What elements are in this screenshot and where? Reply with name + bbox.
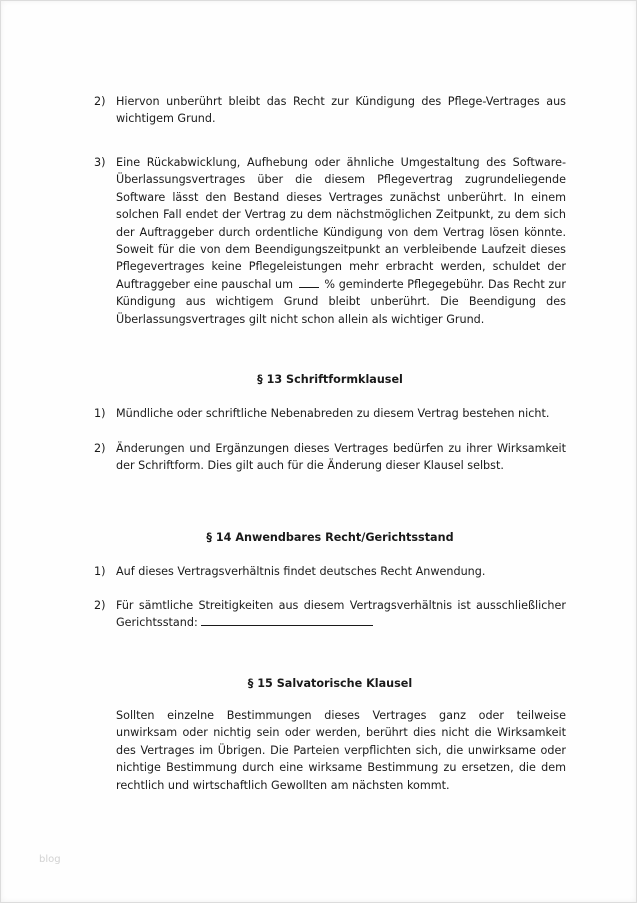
list-item [94, 154, 566, 328]
section-15-paragraph: Sollten einzelne Bestimmungen dieses Vertrages ganz oder teilweise unwirksam oder nichtig sein oder werden, berührt dies nicht die Wirksamkeit des Vertrages im Übrigen. Die Parteien verpflichten sich, die unwirksame oder nichtige Bestimmung durch eine wirksame Bestimmung zu ersetzen, die dem rechtlich und wirtschaftlich Gewollten am nächsten kommt. [116, 709, 566, 792]
list-item [94, 563, 566, 580]
section-heading-13: § 13 Schriftformklausel [257, 373, 403, 386]
item-text [116, 154, 566, 328]
item-text-part-a: Eine Rückabwicklung, Aufhebung oder ähnliche Umgestaltung des Software-Überlassungsvertrages über die diesem Pflegevertrag zugrundeliegende Software lässt den Bestand dieses Vertrages zunächst unberührt. In einem solchen Fall endet der Vertrag zu dem nächstmöglichen Zeitpunkt, zu dem sich der Auftraggeber durch ordentliche Kündigung von dem Vertrag lösen könnte. Soweit für die von dem Beendigungszeitpunkt an verbleibende Laufzeit dieses Pflegevertrages keine Pflegeleistungen mehr erbracht werden, schuldet der Auftraggeber eine pauschal um [116, 156, 566, 291]
section-heading-14: § 14 Anwendbares Recht/Gerichtsstand [206, 531, 454, 544]
jurisdiction-blank-line [201, 615, 373, 626]
item-text: Hiervon unberührt bleibt das Recht zur Kündigung des Pflege-Vertrages aus wichtigem Grund. [116, 95, 566, 126]
item-text-part-b: % geminderte Pflegegebühr. Das Recht zur Kündigung aus wichtigem Grund bleibt unberührt. Die Beendigung des Überlassungsvertrages gilt nicht schon allein als wichtiger Grund. [116, 277, 566, 326]
item-number: 1) [94, 407, 106, 420]
item-text: Änderungen und Ergänzungen dieses Vertrages bedürfen zu ihrer Wirksamkeit der Schriftform. Dies gilt auch für die Änderung dieser Klausel selbst. [116, 442, 566, 473]
list-item [94, 597, 566, 632]
item-number: 1) [94, 565, 106, 578]
section-heading-15: § 15 Salvatorische Klausel [247, 677, 413, 690]
item-number: 3) [94, 156, 106, 169]
item-number: 2) [94, 95, 106, 108]
item-text: Mündliche oder schriftliche Nebenabreden zu diesem Vertrag bestehen nicht. [116, 407, 550, 420]
list-item [94, 93, 566, 128]
item-number: 2) [94, 599, 106, 612]
item-text: Auf dieses Vertragsverhältnis findet deutsches Recht Anwendung. [116, 565, 486, 578]
item-text-content: Für sämtliche Streitigkeiten aus diesem Vertragsverhältnis ist ausschließlicher Gerichtsstand: [116, 599, 566, 630]
percentage-blank-line [299, 277, 319, 288]
watermark-text: blog [39, 854, 61, 865]
list-item [94, 405, 566, 422]
list-item [94, 440, 566, 475]
item-number: 2) [94, 442, 106, 455]
item-text [116, 597, 566, 632]
